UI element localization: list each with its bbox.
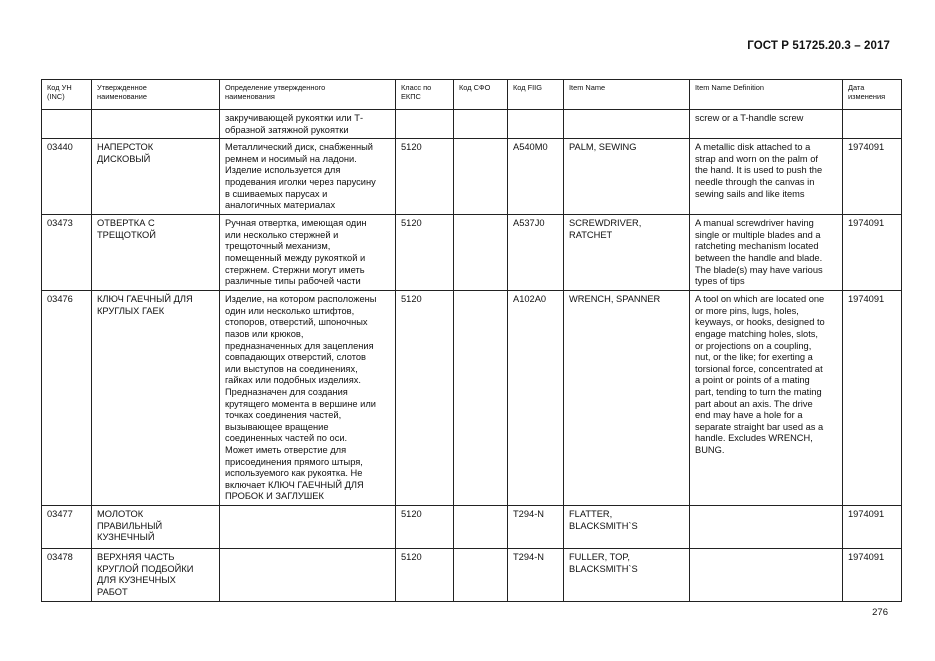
cell-sfo [454,549,508,602]
col-header-definition: Определение утвержденного наименования [220,80,396,110]
header-row [42,80,902,110]
cell-class: 5120 [396,139,454,215]
col-header-item-name: Item Name [564,80,690,110]
table-row [42,139,902,215]
cell-item-definition: A manual screwdriver having single or multiple blades and a ratcheting mechanism located between the handle and blade. The blade(s) may have various types of tips [690,215,843,291]
cell-sfo [454,139,508,215]
table-row [42,215,902,291]
cell-class: 5120 [396,506,454,549]
cell-item-name: FLATTER, BLACKSMITH`S [564,506,690,549]
col-header-class: Класс по ЕКПС [396,80,454,110]
cell-date [843,110,902,139]
cell-class: 5120 [396,215,454,291]
cell-definition [220,506,396,549]
col-header-item-definition: Item Name Definition [690,80,843,110]
col-header-date: Дата изменения [843,80,902,110]
cell-approved-name: ВЕРХНЯЯ ЧАСТЬ КРУГЛОЙ ПОДБОЙКИ ДЛЯ КУЗНЕЧНЫХ РАБОТ [92,549,220,602]
cell-inc: 03478 [42,549,92,602]
cell-fiig: A102A0 [508,291,564,506]
cell-definition: Металлический диск, снабженный ремнем и носимый на ладони. Изделие используется для продевания иголки через парусину в сшиваемых парусах и аналогичных материалах [220,139,396,215]
catalog-table [41,79,902,602]
cell-sfo [454,506,508,549]
table-row [42,110,902,139]
cell-inc: 03477 [42,506,92,549]
table-row [42,549,902,602]
cell-inc: 03473 [42,215,92,291]
cell-definition: Изделие, на котором расположены один или несколько штифтов, стопоров, отверстий, шпоночных пазов или крюков, предназначенных для зацепления совпадающих отверстий, слотов или выступов на соединениях, гайках или подобных изделиях. Предназначен для создания крутящего момента в вершине или точках соединения частей, вызывающее вращение соединенных частей по оси. Может иметь отверстие для присоединения прямого штыря, используемого как рукоятка. Не включает КЛЮЧ ГАЕЧНЫЙ ДЛЯ ПРОБОК И ЗАГЛУШЕК [220,291,396,506]
cell-definition: закручивающей рукоятки или Т- образной затяжной рукоятки [220,110,396,139]
cell-fiig [508,110,564,139]
cell-sfo [454,291,508,506]
cell-approved-name: НАПЕРСТОК ДИСКОВЫЙ [92,139,220,215]
cell-date: 1974091 [843,139,902,215]
col-header-fiig: Код FIIG [508,80,564,110]
cell-fiig: A540M0 [508,139,564,215]
cell-sfo [454,110,508,139]
cell-approved-name [92,110,220,139]
cell-item-name: PALM, SEWING [564,139,690,215]
cell-approved-name: МОЛОТОК ПРАВИЛЬНЫЙ КУЗНЕЧНЫЙ [92,506,220,549]
cell-inc: 03440 [42,139,92,215]
cell-date: 1974091 [843,549,902,602]
cell-sfo [454,215,508,291]
col-header-approved-name: Утвержденное наименование [92,80,220,110]
cell-approved-name: ОТВЕРТКА С ТРЕЩОТКОЙ [92,215,220,291]
document-header: ГОСТ Р 51725.20.3 – 2017 [747,40,890,52]
cell-item-definition: screw or a T-handle screw [690,110,843,139]
cell-date: 1974091 [843,506,902,549]
cell-item-definition [690,549,843,602]
cell-definition [220,549,396,602]
cell-fiig: A537J0 [508,215,564,291]
col-header-inc: Код УН (INC) [42,80,92,110]
cell-class [396,110,454,139]
cell-item-name: FULLER, TOP, BLACKSMITH`S [564,549,690,602]
cell-inc [42,110,92,139]
cell-fiig: T294-N [508,506,564,549]
cell-item-definition: A tool on which are located one or more pins, lugs, holes, keyways, or hooks, designed to engage matching holes, slots, or projections on a coupling, nut, or the like; for exerting a torsional force, concentrated at a point or points of a mating part, tending to turn the mating part about an axis. The drive end may have a hole for a separate straight bar used as a handle. Excludes WRENCH, BUNG. [690,291,843,506]
cell-date: 1974091 [843,215,902,291]
cell-item-name: WRENCH, SPANNER [564,291,690,506]
col-header-sfo: Код СФО [454,80,508,110]
table-row [42,506,902,549]
cell-item-name: SCREWDRIVER, RATCHET [564,215,690,291]
cell-item-definition [690,506,843,549]
cell-fiig: T294-N [508,549,564,602]
table-row [42,291,902,506]
cell-approved-name: КЛЮЧ ГАЕЧНЫЙ ДЛЯ КРУГЛЫХ ГАЕК [92,291,220,506]
cell-definition: Ручная отвертка, имеющая один или несколько стержней и трещоточный механизм, помещенный между рукояткой и стержнем. Стержни могут иметь различные типы рабочей части [220,215,396,291]
cell-class: 5120 [396,291,454,506]
cell-class: 5120 [396,549,454,602]
cell-date: 1974091 [843,291,902,506]
cell-inc: 03476 [42,291,92,506]
cell-item-definition: A metallic disk attached to a strap and worn on the palm of the hand. It is used to push the needle through the canvas in sewing sails and like items [690,139,843,215]
page-number: 276 [872,607,888,618]
cell-item-name [564,110,690,139]
